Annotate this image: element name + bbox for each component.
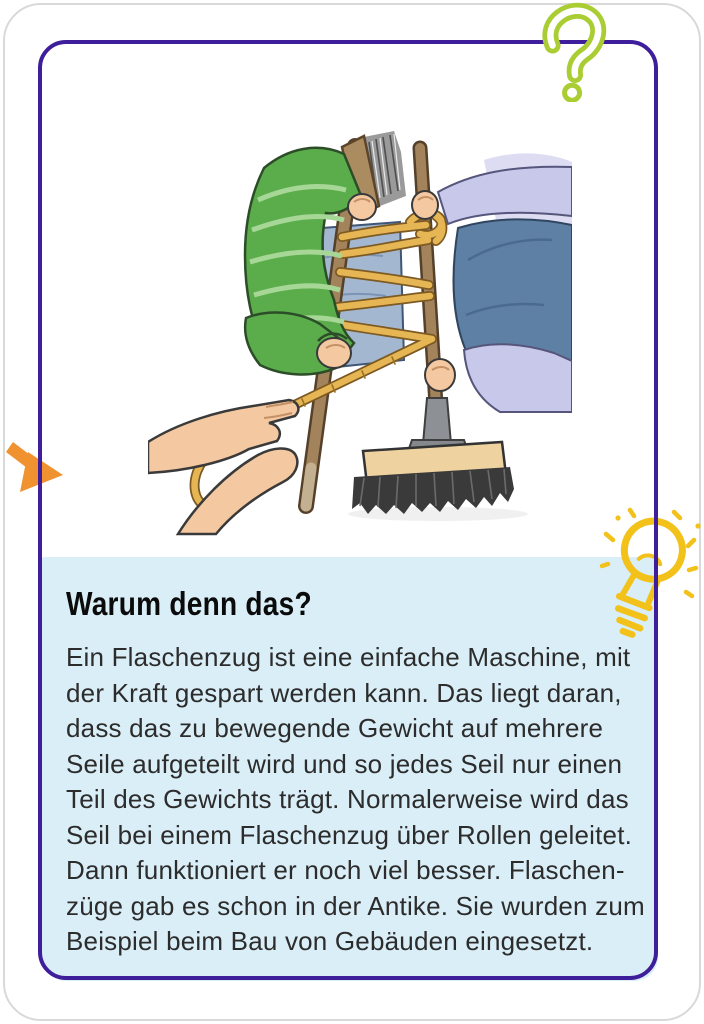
arrow-doodle	[2, 438, 66, 494]
body-line: züge gab es schon in der Antike. Sie wurden zum	[66, 890, 645, 921]
info-panel	[42, 557, 658, 981]
body-text	[66, 640, 645, 960]
question-mark-doodle	[534, 2, 612, 102]
body-line: Seile aufgeteilt wird und so jedes Seil nur einen	[66, 748, 623, 779]
body-line: Dann funktioniert er noch viel besser. Flaschen-	[66, 855, 625, 885]
panel-heading: Warum denn das?	[66, 585, 312, 622]
body-line: Teil des Gewichts trägt. Normalerweise wird das	[66, 784, 629, 814]
body-line: Beispiel beim Bau von Gebäuden eingesetzt.	[66, 926, 594, 956]
lightbulb-doodle	[596, 504, 704, 640]
body-line: dass das zu bewegende Gewicht auf mehrere	[66, 713, 604, 743]
broomstick-pulley-illustration	[148, 110, 572, 544]
body-line: Ein Flaschenzug ist eine einfache Maschine, mit	[66, 642, 631, 672]
body-line: der Kraft gespart werden kann. Das liegt daran,	[66, 677, 622, 708]
body-line: Seil bei einem Flaschenzug über Rollen geleitet.	[66, 819, 633, 850]
